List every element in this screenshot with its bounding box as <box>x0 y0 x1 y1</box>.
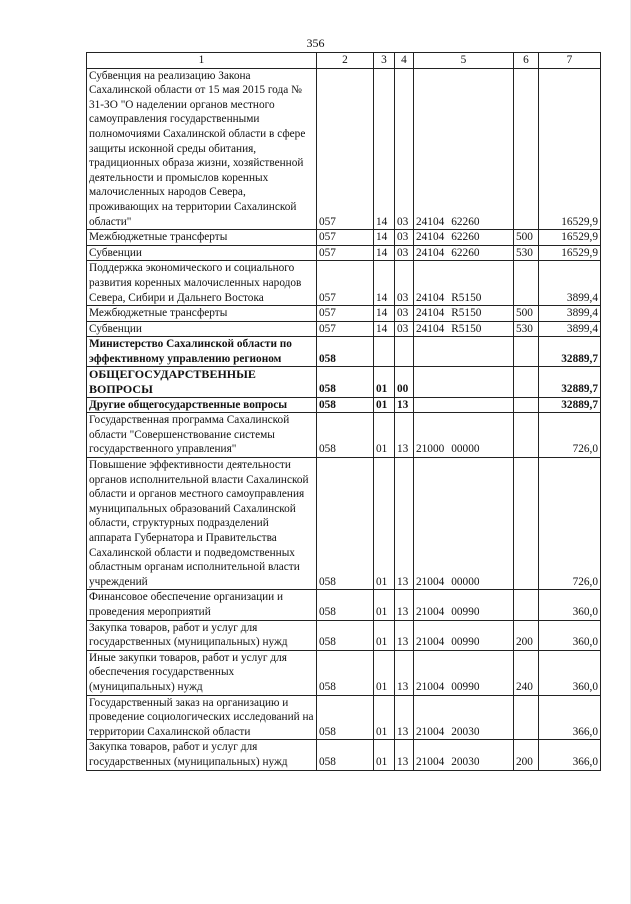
row-ved-cell: 057 <box>317 245 374 261</box>
row-ved-cell: 058 <box>317 695 374 740</box>
row-rz-cell: 01 <box>374 458 395 590</box>
row-name-cell: Закупка товаров, работ и услуг для государственных (муниципальных) нужд <box>87 740 317 770</box>
row-name-cell: Иные закупки товаров, работ и услуг для обеспечения государственных (муниципальных) нужд <box>87 650 317 695</box>
row-csr-program-code: 24104 <box>416 215 445 228</box>
row-rz-cell: 01 <box>374 650 395 695</box>
row-name-cell: Закупка товаров, работ и услуг для государственных (муниципальных) нужд <box>87 620 317 650</box>
row-csr-direction-code: R5150 <box>451 307 482 320</box>
row-ved-cell: 058 <box>317 337 374 367</box>
row-name-cell: Субвенция на реализацию Закона Сахалинской области от 15 мая 2015 года № 31-ЗО "О наделении органов местного самоуправления государственными полномочиями Сахалинской области в сфере защиты исконной среды обитания, традиционных образа жизни, хозяйственной деятельности и промыслов коренных малочисленных народов Севера, проживающих на территории Сахалинской области" <box>87 68 317 230</box>
row-vr-cell <box>514 695 539 740</box>
row-rz-cell: 01 <box>374 397 395 413</box>
row-ved-cell: 058 <box>317 740 374 770</box>
row-ved-cell: 057 <box>317 261 374 306</box>
row-sum-cell: 366,0 <box>539 695 601 740</box>
row-vr-cell: 530 <box>514 321 539 337</box>
header-cell-1: 1 <box>87 53 317 69</box>
row-sum-cell: 726,0 <box>539 458 601 590</box>
row-pr-cell: 03 <box>395 261 414 306</box>
row-csr-cell <box>414 397 514 413</box>
row-csr-program-code: 24104 <box>416 231 445 244</box>
row-sum-cell: 726,0 <box>539 413 601 458</box>
row-pr-cell: 13 <box>395 590 414 620</box>
row-pr-cell: 13 <box>395 695 414 740</box>
row-rz-cell: 14 <box>374 230 395 246</box>
table-row <box>87 695 601 740</box>
row-ved-cell: 057 <box>317 321 374 337</box>
row-csr-program-code: 24104 <box>416 307 445 320</box>
table-row <box>87 337 601 367</box>
row-vr-cell: 240 <box>514 650 539 695</box>
row-name-cell: Межбюджетные трансферты <box>87 306 317 322</box>
row-csr-program-code: 24104 <box>416 291 445 304</box>
table-row <box>87 68 601 230</box>
row-csr-cell <box>414 68 514 230</box>
table-row <box>87 306 601 322</box>
row-ved-cell: 058 <box>317 650 374 695</box>
row-rz-cell: 01 <box>374 695 395 740</box>
row-pr-cell <box>395 337 414 367</box>
row-pr-cell: 03 <box>395 306 414 322</box>
table-row <box>87 458 601 590</box>
row-pr-cell: 13 <box>395 397 414 413</box>
row-csr-direction-code: 00990 <box>451 605 480 618</box>
table-row <box>87 230 601 246</box>
row-csr-cell <box>414 413 514 458</box>
row-vr-cell <box>514 413 539 458</box>
row-csr-direction-code: 62260 <box>451 231 480 244</box>
row-vr-cell: 200 <box>514 740 539 770</box>
row-csr-cell <box>414 590 514 620</box>
row-vr-cell <box>514 397 539 413</box>
row-name-cell: Повышение эффективности деятельности органов исполнительной власти Сахалинской области и органов местного самоуправления муниципальных образований Сахалинской области, структурных подразделений аппарата Губернатора и Правительства Сахалинской области и подведомственных областным органам исполнительной власти учреждений <box>87 458 317 590</box>
row-ved-cell: 058 <box>317 397 374 413</box>
row-name-cell: Финансовое обеспечение организации и проведения мероприятий <box>87 590 317 620</box>
row-pr-cell: 03 <box>395 68 414 230</box>
row-name-cell: Поддержка экономического и социального развития коренных малочисленных народов Севера, Сибири и Дальнего Востока <box>87 261 317 306</box>
table-row <box>87 740 601 770</box>
row-csr-program-code: 21000 <box>416 443 445 456</box>
row-ved-cell: 058 <box>317 458 374 590</box>
row-rz-cell: 01 <box>374 740 395 770</box>
row-vr-cell: 500 <box>514 306 539 322</box>
row-rz-cell: 14 <box>374 261 395 306</box>
row-csr-direction-code: 62260 <box>451 246 480 259</box>
row-sum-cell: 32889,7 <box>539 397 601 413</box>
table-row <box>87 321 601 337</box>
row-csr-cell <box>414 620 514 650</box>
row-sum-cell: 3899,4 <box>539 306 601 322</box>
row-name-cell: Межбюджетные трансферты <box>87 230 317 246</box>
row-csr-program-code: 21004 <box>416 575 445 588</box>
row-sum-cell: 360,0 <box>539 590 601 620</box>
row-sum-cell: 3899,4 <box>539 261 601 306</box>
table-row <box>87 413 601 458</box>
row-name-cell: Государственная программа Сахалинской области "Совершенствование системы государственного управления" <box>87 413 317 458</box>
row-pr-cell: 03 <box>395 245 414 261</box>
row-rz-cell: 14 <box>374 245 395 261</box>
header-cell-2: 2 <box>317 53 374 69</box>
row-pr-cell: 13 <box>395 650 414 695</box>
row-csr-cell <box>414 230 514 246</box>
row-csr-cell <box>414 740 514 770</box>
row-sum-cell: 360,0 <box>539 650 601 695</box>
row-rz-cell: 01 <box>374 590 395 620</box>
row-ved-cell: 058 <box>317 620 374 650</box>
row-csr-cell <box>414 261 514 306</box>
row-vr-cell: 530 <box>514 245 539 261</box>
header-cell-7: 7 <box>539 53 601 69</box>
table-header-row <box>87 53 601 69</box>
row-sum-cell: 32889,7 <box>539 337 601 367</box>
row-csr-direction-code: 00990 <box>451 680 480 693</box>
table-row <box>87 650 601 695</box>
row-csr-program-code: 21004 <box>416 636 445 649</box>
row-vr-cell <box>514 337 539 367</box>
row-rz-cell: 14 <box>374 68 395 230</box>
row-pr-cell: 03 <box>395 230 414 246</box>
table-row <box>87 261 601 306</box>
table-row <box>87 397 601 413</box>
row-vr-cell <box>514 590 539 620</box>
header-cell-6: 6 <box>514 53 539 69</box>
row-csr-direction-code: R5150 <box>451 291 482 304</box>
row-csr-program-code: 21004 <box>416 755 445 768</box>
row-rz-cell <box>374 337 395 367</box>
row-csr-direction-code: 00990 <box>451 636 480 649</box>
row-ved-cell: 058 <box>317 413 374 458</box>
row-name-cell: Субвенции <box>87 321 317 337</box>
row-csr-cell <box>414 321 514 337</box>
row-pr-cell: 13 <box>395 620 414 650</box>
row-csr-cell <box>414 367 514 397</box>
header-cell-3: 3 <box>374 53 395 69</box>
row-sum-cell: 366,0 <box>539 740 601 770</box>
header-cell-4: 4 <box>395 53 414 69</box>
row-csr-cell <box>414 695 514 740</box>
row-sum-cell: 32889,7 <box>539 367 601 397</box>
row-csr-program-code: 24104 <box>416 322 445 335</box>
row-csr-program-code: 24104 <box>416 246 445 259</box>
row-pr-cell: 00 <box>395 367 414 397</box>
row-csr-program-code: 21004 <box>416 605 445 618</box>
row-name-cell: Государственный заказ на организацию и проведение социологических исследований на территории Сахалинской области <box>87 695 317 740</box>
row-name-cell: Другие общегосударственные вопросы <box>87 397 317 413</box>
row-sum-cell: 3899,4 <box>539 321 601 337</box>
row-sum-cell: 16529,9 <box>539 68 601 230</box>
row-name-cell: Субвенции <box>87 245 317 261</box>
row-sum-cell: 16529,9 <box>539 245 601 261</box>
row-rz-cell: 01 <box>374 413 395 458</box>
table-row <box>87 590 601 620</box>
row-csr-cell <box>414 458 514 590</box>
row-name-cell: ОБЩЕГОСУДАРСТВЕННЫЕ ВОПРОСЫ <box>87 367 317 397</box>
table-row <box>87 245 601 261</box>
row-sum-cell: 360,0 <box>539 620 601 650</box>
row-ved-cell: 057 <box>317 68 374 230</box>
row-csr-cell <box>414 337 514 367</box>
row-rz-cell: 14 <box>374 306 395 322</box>
row-vr-cell: 500 <box>514 230 539 246</box>
row-csr-cell <box>414 245 514 261</box>
row-csr-direction-code: 20030 <box>451 725 480 738</box>
row-rz-cell: 01 <box>374 620 395 650</box>
row-csr-cell <box>414 306 514 322</box>
row-vr-cell <box>514 458 539 590</box>
row-csr-direction-code: R5150 <box>451 322 482 335</box>
row-csr-program-code: 21004 <box>416 725 445 738</box>
row-ved-cell: 058 <box>317 590 374 620</box>
row-rz-cell: 01 <box>374 367 395 397</box>
row-rz-cell: 14 <box>374 321 395 337</box>
header-cell-5: 5 <box>414 53 514 69</box>
table-row <box>87 367 601 397</box>
budget-table <box>86 52 601 771</box>
row-pr-cell: 13 <box>395 413 414 458</box>
row-ved-cell: 058 <box>317 367 374 397</box>
row-pr-cell: 13 <box>395 740 414 770</box>
row-name-cell: Министерство Сахалинской области по эффективному управлению регионом <box>87 337 317 367</box>
table-row <box>87 620 601 650</box>
row-ved-cell: 057 <box>317 306 374 322</box>
row-ved-cell: 057 <box>317 230 374 246</box>
page-number: 356 <box>306 36 325 50</box>
row-csr-cell <box>414 650 514 695</box>
row-vr-cell: 200 <box>514 620 539 650</box>
table-body <box>87 53 601 771</box>
row-pr-cell: 03 <box>395 321 414 337</box>
row-sum-cell: 16529,9 <box>539 230 601 246</box>
row-csr-direction-code: 00000 <box>451 575 480 588</box>
row-csr-direction-code: 00000 <box>451 443 480 456</box>
row-pr-cell: 13 <box>395 458 414 590</box>
row-csr-direction-code: 20030 <box>451 755 480 768</box>
row-vr-cell <box>514 367 539 397</box>
row-vr-cell <box>514 261 539 306</box>
row-vr-cell <box>514 68 539 230</box>
row-csr-direction-code: 62260 <box>451 215 480 228</box>
row-csr-program-code: 21004 <box>416 680 445 693</box>
